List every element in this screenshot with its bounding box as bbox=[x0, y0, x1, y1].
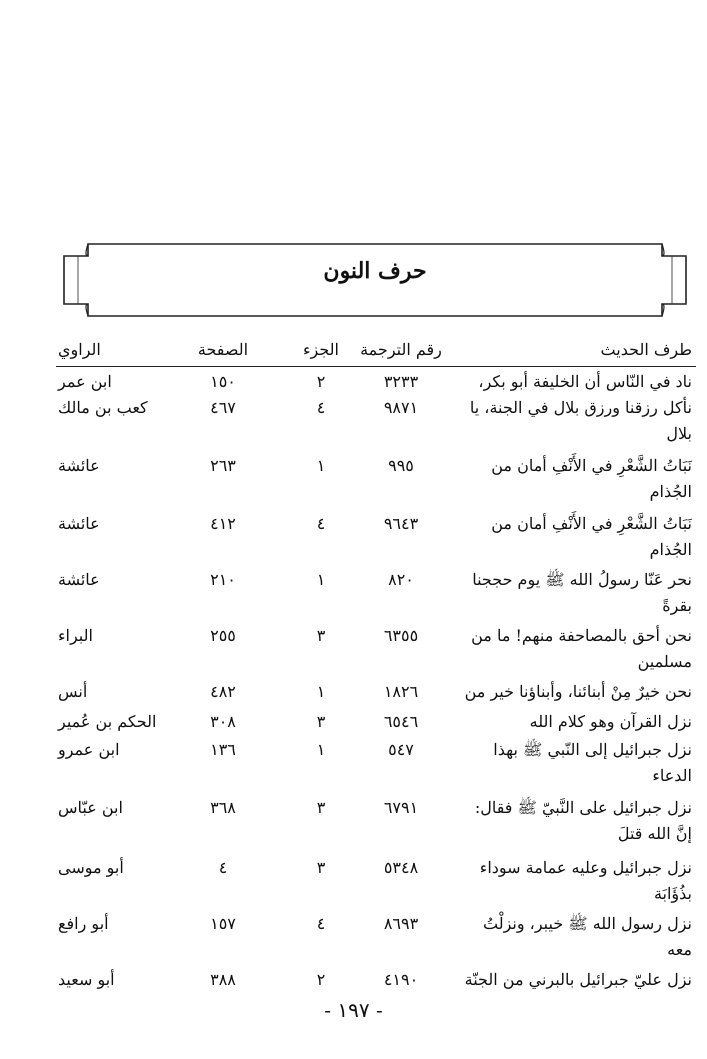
tarjama-number: ٣٢٣٣ bbox=[383, 372, 419, 391]
table-row bbox=[56, 967, 696, 997]
table-row bbox=[56, 855, 696, 911]
tarjama-number: ١٨٢٦ bbox=[383, 682, 419, 701]
table-row bbox=[56, 679, 696, 709]
tarjama-number: ٨٦٩٣ bbox=[383, 914, 419, 933]
page-number: ٢٦٣ bbox=[210, 456, 236, 475]
hadith-text: نَبَاتُ الشَّعْرِ في الأَنْفِ أمان من الجُذام bbox=[491, 456, 692, 501]
juz-number: ٢ bbox=[316, 372, 326, 391]
hadith-text: نزل جبرائيل على النَّبيّ ﷺ فقال: إنَّ الله قتلَ bbox=[474, 798, 692, 843]
juz-number: ٤ bbox=[316, 398, 326, 417]
table-row bbox=[56, 911, 696, 967]
hadith-text: نَبَاتُ الشَّعْرِ في الأَنْفِ أمان من الجُذام bbox=[491, 514, 692, 559]
hadith-text: نحن خيرٌ مِنْ أبنائنا، وأبناؤنا خير من bbox=[464, 682, 692, 701]
page-number: ٤٨٢ bbox=[210, 682, 236, 701]
hadith-text: نزل عليّ جبرائيل بالبرني من الجنّة bbox=[464, 970, 692, 989]
table-row bbox=[56, 453, 696, 511]
table-row bbox=[56, 369, 696, 395]
rawi-name: أبو سعيد bbox=[58, 970, 115, 989]
juz-number: ٣ bbox=[316, 712, 326, 731]
juz-number: ٣ bbox=[316, 798, 326, 817]
page-number: ٣٠٨ bbox=[210, 712, 236, 731]
page-number: ٤ bbox=[218, 858, 228, 877]
hadith-text: نأكل رزقنا ورزق بلال في الجنة، يا بلال bbox=[469, 398, 692, 443]
tarjama-number: ٦٣٥٥ bbox=[383, 626, 419, 645]
page-number: ١٥٧ bbox=[210, 914, 236, 933]
rawi-name: أبو رافع bbox=[58, 914, 109, 933]
juz-number: ١ bbox=[316, 456, 326, 475]
page-number: ٤١٢ bbox=[210, 514, 236, 533]
page-number: ٣٦٨ bbox=[210, 798, 236, 817]
table-row bbox=[56, 623, 696, 679]
header-rawi: الراوي bbox=[58, 340, 101, 359]
hadith-text: نحر عَنّا رسولُ الله ﷺ يوم حججنا بقرةً bbox=[472, 570, 692, 615]
tarjama-number: ٥٣٤٨ bbox=[383, 858, 419, 877]
juz-number: ٣ bbox=[316, 858, 326, 877]
table-row bbox=[56, 511, 696, 567]
page-footer-number: - ١٩٧ - bbox=[324, 998, 383, 1022]
hadith-index-table bbox=[56, 336, 696, 997]
juz-number: ٤ bbox=[316, 914, 326, 933]
juz-number: ١ bbox=[316, 740, 326, 759]
table-row bbox=[56, 395, 696, 453]
rawi-name: عائشة bbox=[58, 570, 100, 589]
juz-number: ١ bbox=[316, 682, 326, 701]
tarjama-number: ٥٤٧ bbox=[388, 740, 414, 759]
table-row bbox=[56, 567, 696, 623]
page-number: ٢٥٥ bbox=[210, 626, 236, 645]
rawi-name: أنس bbox=[58, 682, 88, 701]
page-number: ٣٨٨ bbox=[210, 970, 236, 989]
juz-number: ١ bbox=[316, 570, 326, 589]
hadith-text: ناد في النّاس أن الخليفة أبو بكر، bbox=[478, 372, 692, 391]
hadith-text: نزل رسول الله ﷺ خيبر، ونزلْتُ معه bbox=[482, 914, 692, 959]
rawi-name: ابن عمرو bbox=[58, 740, 120, 759]
table-body bbox=[56, 369, 696, 997]
header-tarjama: رقم الترجمة bbox=[360, 340, 442, 359]
table-row bbox=[56, 795, 696, 855]
table-row bbox=[56, 737, 696, 795]
tarjama-number: ٦٧٩١ bbox=[383, 798, 419, 817]
tarjama-number: ٨٢٠ bbox=[388, 570, 414, 589]
rawi-name: عائشة bbox=[58, 514, 100, 533]
rawi-name: عائشة bbox=[58, 456, 100, 475]
page-number: ١٣٦ bbox=[210, 740, 236, 759]
rawi-name: أبو موسى bbox=[58, 858, 124, 877]
hadith-text: نزل جبرائيل إلى النّبي ﷺ بهذا الدعاء bbox=[493, 740, 692, 785]
hadith-text: نزل جبرائيل وعليه عمامة سوداء بذُؤَابَة bbox=[479, 858, 692, 903]
page-number: ٢١٠ bbox=[210, 570, 236, 589]
page-number: ١٥٠ bbox=[210, 372, 236, 391]
page-number: ٤٦٧ bbox=[210, 398, 236, 417]
rawi-name: ابن عبّاس bbox=[58, 798, 123, 817]
juz-number: ٤ bbox=[316, 514, 326, 533]
header-hadith: طرف الحديث bbox=[600, 340, 692, 359]
rawi-name: كعب بن مالك bbox=[58, 398, 148, 417]
section-title-frame bbox=[58, 238, 692, 322]
rawi-name: ابن عمر bbox=[58, 372, 112, 391]
tarjama-number: ٩٩٥ bbox=[388, 456, 414, 475]
hadith-text: نزل القرآن وهو كلام الله bbox=[529, 712, 692, 731]
tarjama-number: ٩٨٧١ bbox=[383, 398, 419, 417]
tarjama-number: ٩٦٤٣ bbox=[383, 514, 419, 533]
juz-number: ٢ bbox=[316, 970, 326, 989]
table-header bbox=[56, 336, 696, 367]
section-title: حرف النون bbox=[323, 258, 427, 284]
rawi-name: الحكم بن عُمير bbox=[58, 712, 157, 731]
rawi-name: البراء bbox=[58, 626, 93, 645]
hadith-text: نحن أحق بالمصاحفة منهم! ما من مسلمين bbox=[471, 626, 692, 671]
tarjama-number: ٤١٩٠ bbox=[383, 970, 419, 989]
juz-number: ٣ bbox=[316, 626, 326, 645]
table-row bbox=[56, 709, 696, 737]
tarjama-number: ٦٥٤٦ bbox=[383, 712, 419, 731]
header-page: الصفحة bbox=[197, 340, 249, 359]
header-juz: الجزء bbox=[303, 340, 339, 359]
